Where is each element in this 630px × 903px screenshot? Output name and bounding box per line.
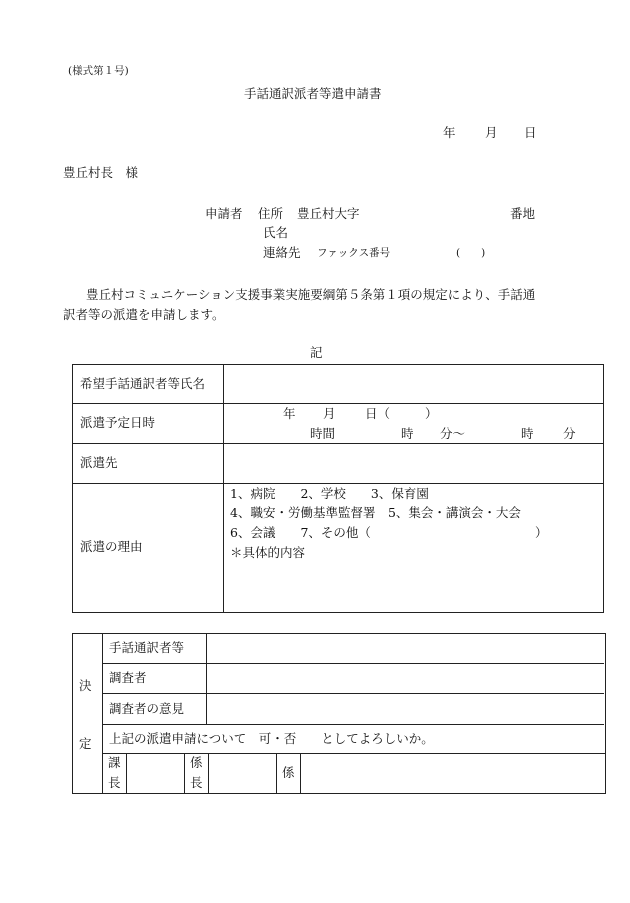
body-line-2: 訳者等の派遣を申請します。 — [63, 307, 225, 322]
time-hour-end: 時 — [521, 426, 534, 441]
table1-row-divider — [72, 483, 604, 484]
investigator-label: 調査者 — [109, 670, 147, 685]
decision-row-divider — [102, 753, 606, 754]
stamp-subsection-chief-bottom: 長 — [190, 775, 203, 790]
banchi-label: 番地 — [510, 206, 536, 221]
decision-row-divider — [102, 724, 604, 725]
time-minute-start: 分～ — [440, 426, 466, 441]
date-day-label: 日 — [524, 125, 537, 140]
name-label: 氏名 — [263, 225, 289, 240]
reason-option-line-3: 6、会議 7、その他（ — [230, 525, 371, 540]
approval-statement: 上記の派遣申請について 可・否 としてよろしいか。 — [109, 731, 434, 746]
stamp-subsection-chief-top: 係 — [190, 755, 203, 770]
stamp-section-chief-top: 課 — [108, 755, 121, 770]
reason-label: 派遣の理由 — [80, 539, 143, 554]
date-month-label: 月 — [485, 125, 498, 140]
decision-side-label-top: 決 — [79, 678, 92, 693]
destination-label: 派遣先 — [80, 455, 118, 470]
assigned-interpreter-label: 手話通訳者等 — [109, 640, 185, 655]
form-number: (様式第１号) — [68, 65, 129, 77]
stamp-divider — [276, 753, 277, 794]
stamp-divider — [208, 753, 209, 794]
investigator-opinion-label: 調査者の意見 — [109, 701, 185, 716]
decision-row-divider — [102, 663, 604, 664]
stamp-divider — [300, 753, 301, 794]
table1-row-divider — [72, 403, 604, 404]
stamp-divider — [184, 753, 185, 794]
stamp-section-chief-bottom: 長 — [108, 775, 121, 790]
address-label: 住所 — [258, 206, 284, 221]
decision-side-label-bottom: 定 — [79, 736, 92, 751]
ki-label: 記 — [310, 345, 323, 360]
fax-paren: ( ) — [456, 247, 486, 259]
schedule-weekday-close: ） — [425, 406, 438, 421]
schedule-label: 派遣予定日時 — [80, 415, 156, 430]
addressee: 豊丘村長 様 — [63, 165, 139, 180]
reason-option-line-1: 1、病院 2、学校 3、保育園 — [230, 486, 429, 501]
contact-label: 連絡先 — [263, 245, 301, 260]
address-value: 豊丘村大字 — [297, 206, 360, 221]
decision-column-divider — [206, 633, 207, 724]
reason-option-line-2: 4、職安・労働基準監督署 5、集会・講演会・大会 — [230, 505, 521, 520]
time-hour-start: 時 — [401, 426, 414, 441]
stamp-staff: 係 — [282, 765, 295, 780]
fax-label: ファックス番号 — [317, 247, 391, 259]
date-year-label: 年 — [443, 125, 456, 140]
table1-row-divider — [72, 443, 604, 444]
schedule-month: 月 — [323, 406, 336, 421]
table1-column-divider — [223, 364, 224, 613]
interpreter-name-label: 希望手話通訳者等氏名 — [80, 376, 206, 391]
applicant-label: 申請者 — [205, 206, 243, 221]
reason-details-label: ＊具体的内容 — [230, 545, 306, 560]
stamp-divider — [126, 753, 127, 794]
schedule-day: 日（ — [365, 406, 391, 421]
time-label: 時間 — [310, 426, 336, 441]
decision-side-divider — [102, 633, 103, 794]
document-title: 手話通訳派者等遣申請書 — [244, 86, 382, 101]
time-minute-end: 分 — [563, 426, 576, 441]
reason-other-close: ） — [535, 525, 548, 540]
body-line-1: 豊丘村コミュニケーション支援事業実施要綱第５条第１項の規定により、手話通 — [86, 287, 536, 302]
decision-row-divider — [102, 693, 604, 694]
schedule-year: 年 — [283, 406, 296, 421]
